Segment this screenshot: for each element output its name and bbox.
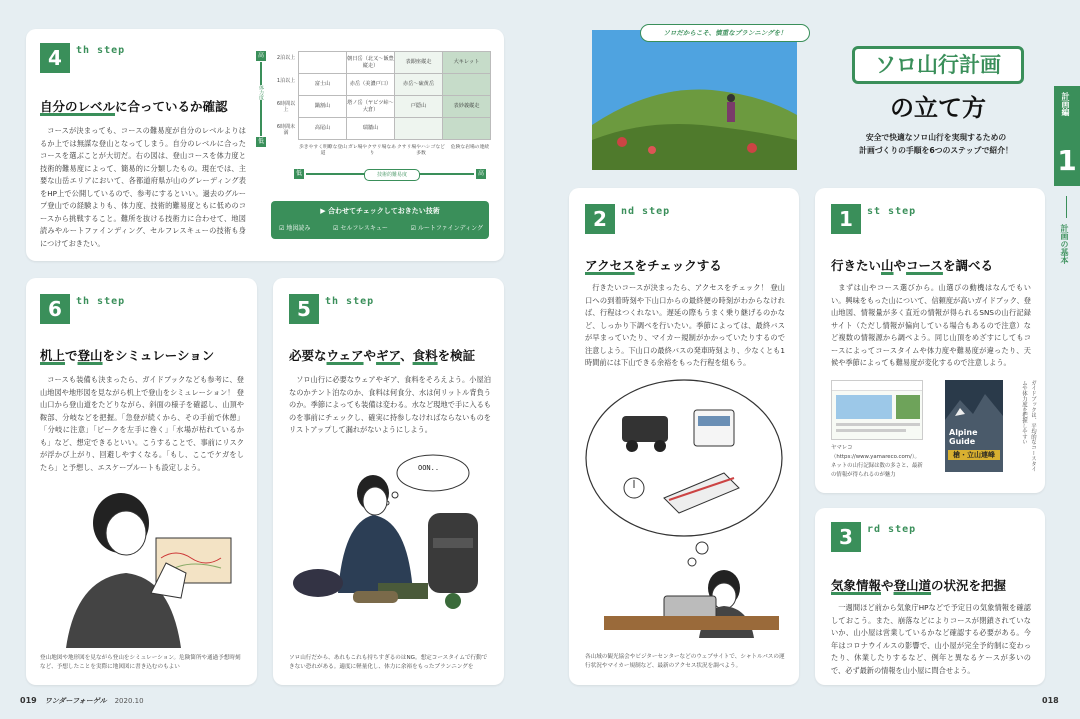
tech-checklist-title: ▶ 合わせてチェックしておきたい技術 [320, 207, 440, 215]
yamareco-caption: ヤマレコ（https://www.yamareco.com/）。ネットの山行記録は数の多さと、最新の情報が得られるのが魅力 [831, 445, 923, 478]
step1-title: 行きたい山やコースを調べる [831, 258, 993, 273]
thought-bubble-text: OON.. [418, 464, 440, 472]
check-item: ☑ セルフレスキュー [333, 225, 388, 232]
step3-title: 気象情報や登山道の状況を把握 [831, 578, 1007, 593]
tech-checklist [271, 201, 489, 239]
feature-title-sub: の立て方 [890, 94, 986, 122]
step2-number: 2 [585, 204, 615, 234]
col-label: 危険な岩場の連続 [450, 145, 490, 150]
guidebook-caption: ガイドブックは、平均的なコースタイムや体力度を把握しやすい [1021, 380, 1036, 472]
checkbox-icon: ☑ [333, 225, 339, 232]
step5-number: 5 [289, 294, 319, 324]
step6-suffix: th step [76, 296, 126, 307]
fitness-axis-label: 体力度 [258, 85, 264, 100]
step1-suffix: st step [867, 206, 917, 217]
step5-body: ソロ山行に必要なウェアやギア、食料をそろえよう。小屋泊なのかテント泊なのか、食料は何食分、水は何リットル背負うのか。季節によっても装備は変わる。水など現地で手に入るものを事前にチェックし、確実に持参しなければならないものをリストアップして漏れがないようにしよう。 [289, 375, 491, 434]
tech-axis-high: 高 [477, 170, 484, 177]
guidebook-image [945, 380, 1003, 472]
step6-badge [40, 294, 125, 324]
step2-card [569, 188, 799, 685]
lead-line-1: 安全で快適なソロ山行を実現するための [865, 133, 1007, 142]
chapter-tab-label: 計画編 [1061, 92, 1070, 116]
step3-suffix: rd step [867, 524, 917, 535]
footer-left [20, 696, 144, 706]
table-row: 鍋割山 塔ノ岳（ヤビツ峠〜大倉） 戸隠山 表妙義縦走 [299, 96, 491, 118]
col-label: 歩きやすく明瞭な登山道 [299, 145, 347, 156]
step2-caption: 各山域の観光協会やビジターセンターなどのウェブサイトで、シャトルバスの運行状況やマイカー規制など、最新のアクセス状況を調べよう。 [585, 654, 785, 669]
step6-card [26, 278, 257, 685]
man-with-gear-illustration [283, 443, 493, 623]
row-label: 6時間未満 [276, 124, 296, 136]
step2-body: 行きたいコースが決まったら、アクセスをチェック！ 登山口への到着時刻や下山口からの最終便の時刻がわからなければ、行程はつくれない。遅延の際もうまく乗り継げるのかなど、しっかり下調べを行いたい。季節によっては、最終バスが早まっていたり、マイカー規制がかかっていたりするので注意しよう。下山口の最終バスの発車時刻より、少なくとも1時間前には下山できる余裕をもった行程を組もう。 [585, 283, 785, 367]
chapter-tab [1054, 86, 1080, 186]
step5-badge [289, 294, 374, 324]
step2-badge [585, 204, 670, 234]
feature-title-box: ソロ山行計画 [852, 46, 1024, 84]
step6-body: コースも装備も決まったら、ガイドブックなども参考に、登山地図や地形図を見ながら机上で登山をシミュレーション！ 登山口から登山道をたどりながら、斜面の様子を確認し、山頂や鞍部、分岐などを把握。「急登が続くから、その手前で休憩」「分岐に注意」「ピークを左手に巻く」「水場が枯れているかも」など、想定できるといい。こうすることで、事前にリスクが浮かび上がり、回避しやすくなる。「もし、ここでケガをしたら」と予想し、エスケープルートも設定しよう。 [40, 375, 244, 472]
step1-number: 1 [831, 204, 861, 234]
guidebook-title: 槍・立山連峰 [948, 450, 1000, 460]
step1-card [815, 188, 1045, 493]
step3-card [815, 508, 1045, 685]
row-label: 2泊以上 [276, 55, 296, 61]
step3-body: 一週間ほど前から気象庁HPなどで予定日の気象情報を確認しておこう。また、崩落などによりコースが閉鎖されていないか、山小屋は営業しているかなど確認する必要がある。今年はコロナウイルスの影響で、山小屋が完全予約制に変わったり、休業したりするなど、例年と異なるケースが多いので、必ず最新の情報を山小屋に問合せよう。 [831, 603, 1031, 675]
chapter-tab-number: 1 [1057, 144, 1077, 177]
hero-photo [592, 30, 797, 170]
step4-body: コースが決まっても、コースの難易度が自分のレベルよりはるか上では無謀な登山となってしまう。自分のレベルに合ったコースを選ぶことが大切だ。右の図は、登山コースを体力度と技術的難易度によって、簡易的に分類したもの。現在では、主要な山岳エリアにおいて、各都道府県が山のグレーディング表をHP上で公開しているので、参考にするといい。過去のグループ登山での経験よりも、体力度、技術的難易度ともに低めのコースから挑戦すること。難所を抜ける技術力に合わせて、地図読みやルートファインディング、セルフレスキューの技術も身につけておきたい。 [40, 126, 246, 248]
guidebook-series: Alpine Guide [949, 428, 978, 446]
chapter-tab-divider [1066, 196, 1067, 218]
lead-line-2: 計画づくりの手順を6つのステップで紹介！ [859, 146, 1013, 155]
check-item: ☑ 地図読み [279, 225, 311, 232]
fitness-axis-low: 低 [257, 138, 264, 145]
table-row: 高尾山 瑞牆山 [299, 118, 491, 140]
step4-number: 4 [40, 43, 70, 73]
issue-date: 2020.10 [114, 697, 144, 705]
step4-suffix: th step [76, 45, 126, 56]
tech-checklist-items [279, 223, 483, 232]
checkbox-icon: ☑ [410, 225, 416, 232]
step4-title: 自分のレベルに合っているか確認 [40, 99, 228, 114]
step6-caption: 登山地図や地形図を見ながら登山をシミュレーション。危険箇所や通過予想時刻など、予想したことを実際に地図図に書き込むのもよい [40, 655, 241, 670]
step4-card [26, 29, 504, 261]
table-row: 富士山 赤岳（美濃戸口） 赤岳〜硫黄岳 [299, 74, 491, 96]
step2-title: アクセスをチェックする [585, 258, 722, 273]
access-thinking-illustration [584, 378, 784, 638]
row-label: 6時間以上 [276, 101, 296, 113]
man-reading-map-illustration [46, 483, 236, 648]
tech-axis-low: 低 [295, 170, 302, 177]
step2-suffix: nd step [621, 206, 671, 217]
page-number-left: 019 [20, 696, 37, 705]
check-item: ☑ ルートファインディング [410, 225, 483, 232]
step1-body: まずは山やコース選びから。山選びの動機はなんでもいい。興味をもった山について、信頼度が高いガイドブック、登山地図、情報量が多く直近の情報が得られるSNSの山行記録サイト（ただし情報が偏向している場合もあるので注意）など複数の情報源から調べよう。同じ山頂をめざすにしてもコースによってコースタイムや体力度や難易度が違ったり、天候や季節によっても難易度が変化するので注意しよう。 [831, 283, 1031, 367]
tech-axis-label: 技術的難易度 [364, 169, 420, 181]
step5-suffix: th step [325, 296, 375, 307]
level-chart [254, 49, 494, 189]
table-row: 朝日岳（北又〜飯豊縦走） 表銀座縦走 大キレット [299, 52, 491, 74]
speech-bubble: ソロだからこそ、慎重なプランニングを！ [640, 24, 810, 42]
step5-card [273, 278, 504, 685]
play-icon: ▶ [320, 207, 329, 215]
row-label: 1泊以上 [276, 78, 296, 84]
grading-table [298, 51, 491, 140]
step3-number: 3 [831, 522, 861, 552]
step6-number: 6 [40, 294, 70, 324]
col-label: ガレ場やクサリ場なあり [348, 145, 396, 156]
mountain-photo [592, 30, 797, 170]
yamareco-website-image [831, 380, 923, 440]
step3-badge [831, 522, 916, 552]
step6-title: 机上で登山をシミュレーション [40, 348, 215, 363]
checkbox-icon: ☑ [279, 225, 285, 232]
step5-caption: ソロ山行だから、あれもこれも持ちすぎるのはNG。想定コースタイムで行動できない恐れがある。適度に軽量化し、体力に余裕をもったプランニングを [289, 655, 488, 670]
magazine-name: ワンダーフォーゲル [44, 697, 107, 705]
chapter-subtitle: 計画の基本 [1060, 224, 1069, 264]
col-label: クサリ場やハシゴなど多数 [397, 145, 445, 156]
fitness-axis-high: 高 [257, 52, 264, 59]
page-number-right: 018 [1042, 696, 1059, 705]
step4-badge [40, 43, 125, 73]
step5-title: 必要なウェアやギア、食料を検証 [289, 348, 476, 363]
step1-badge [831, 204, 916, 234]
